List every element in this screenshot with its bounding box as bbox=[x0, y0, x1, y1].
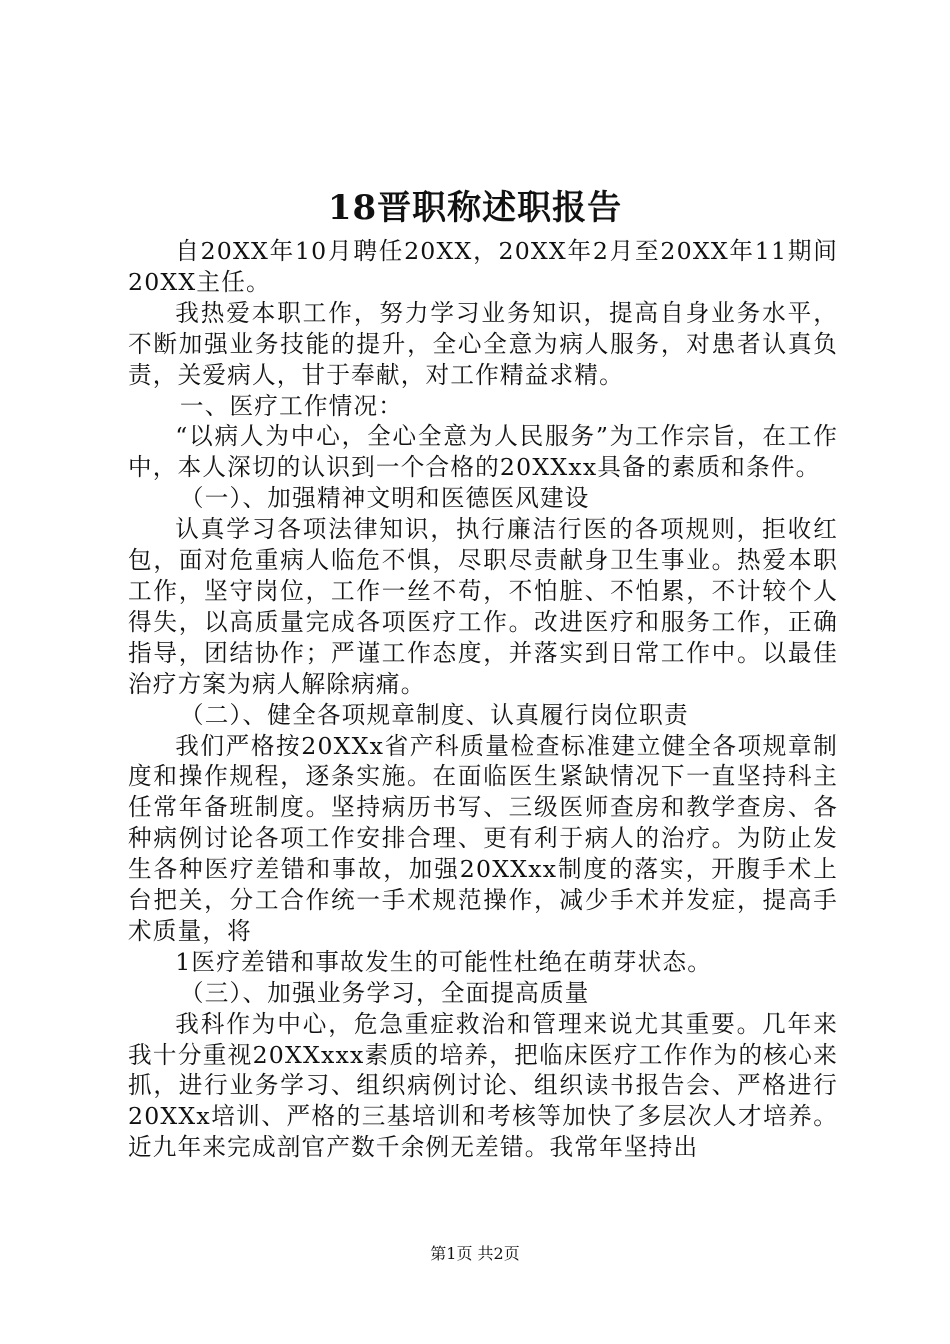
document-body bbox=[128, 236, 838, 1163]
section-heading: 一、医疗工作情况： bbox=[179, 391, 404, 420]
subsection-heading: （二）、健全各项规章制度、认真履行岗位职责 bbox=[179, 700, 689, 729]
paragraph: “以病人为中心，全心全意为人民服务”为工作宗旨，在工作中，本人深切的认识到一个合格的20XXxx具备的素质和条件。 bbox=[128, 422, 838, 482]
page-number: 第1页 共2页 bbox=[430, 1244, 520, 1263]
paragraph: 认真学习各项法律知识，执行廉洁行医的各项规则，拒收红包，面对危重病人临危不惧，尽职尽责献身卫生事业。热爱本职工作，坚守岗位，工作一丝不苟，不怕脏、不怕累，不计较个人得失，以高质量完成各项医疗工作。改进医疗和服务工作，正确指导，团结协作；严谨工作态度，并落实到日常工作中。以最佳治疗方案为病人解除病痛。 bbox=[128, 515, 838, 698]
subsection-heading: （三）、加强业务学习，全面提高质量 bbox=[179, 978, 590, 1007]
paragraph: 我热爱本职工作，努力学习业务知识，提高自身业务水平，不断加强业务技能的提升，全心全意为病人服务，对患者认真负责，关爱病人，甘于奉献，对工作精益求精。 bbox=[128, 298, 838, 389]
paragraph: 自20XX年10月聘任20XX，20XX年2月至20XX年11期间20XX主任。 bbox=[128, 237, 838, 296]
paragraph: 我们严格按20XXx省产科质量检查标准建立健全各项规章制度和操作规程，逐条实施。在面临医生紧缺情况下一直坚持科主任常年备班制度。坚持病历书写、三级医师查房和教学查房、各种病例讨论各项工作安排合理、更有利于病人的治疗。为防止发生各种医疗差错和事故，加强20XXxx制度的落实，开腹手术上台把关，分工合作统一手术规范操作，减少手术并发症，提高手术质量，将 bbox=[128, 731, 838, 945]
paragraph: 1医疗差错和事故发生的可能性杜绝在萌芽状态。 bbox=[175, 947, 713, 976]
document-title: 18晋职称述职报告 bbox=[327, 188, 623, 228]
paragraph: 我科作为中心，危急重症救治和管理来说尤其重要。几年来我十分重视20XXxxx素质的培养，把临床医疗工作作为的核心来抓，进行业务学习、组织病例讨论、组织读书报告会、严格进行20XXx培训、严格的三基培训和考核等加快了多层次人才培养。近九年来完成剖官产数千余例无差错。我常年坚持出 bbox=[128, 1009, 838, 1162]
subsection-heading: （一）、加强精神文明和医德医风建设 bbox=[179, 484, 590, 513]
